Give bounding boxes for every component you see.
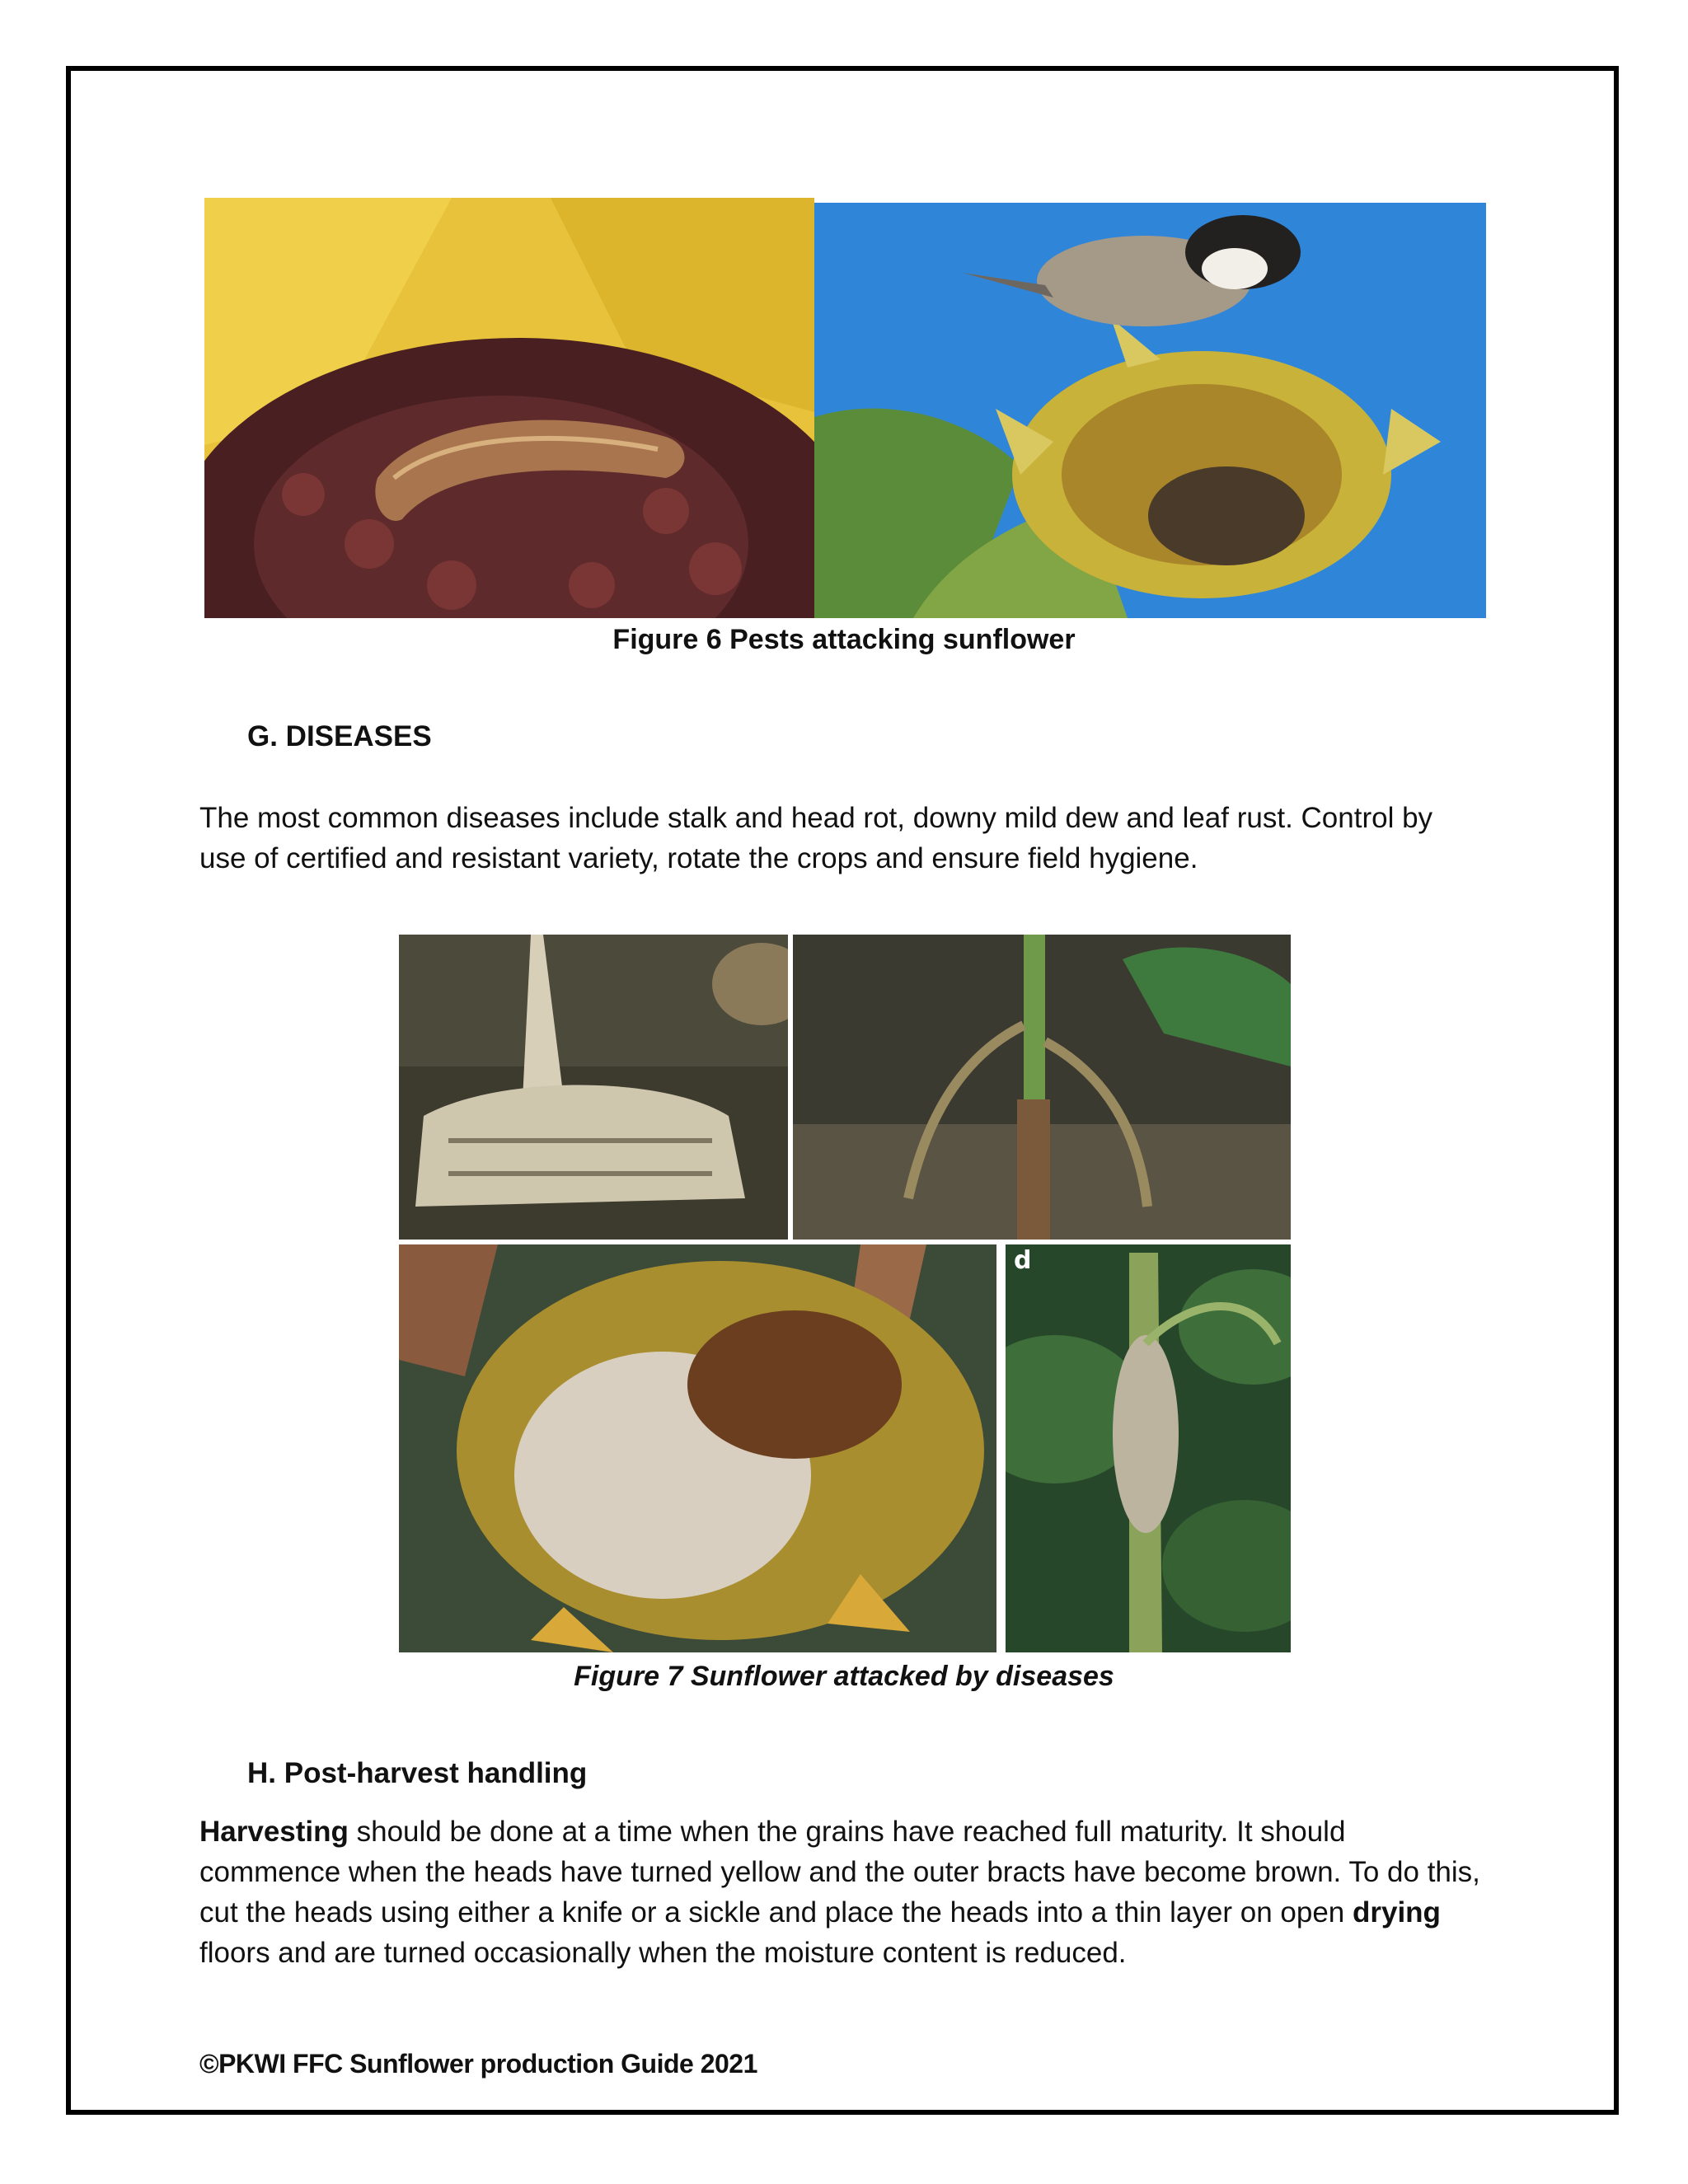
caterpillar-on-sunflower-photo xyxy=(204,198,814,618)
post-harvest-text-2: floors and are turned occasionally when the moisture content is reduced. xyxy=(199,1937,1127,1969)
panel-d-label: d xyxy=(1014,1246,1032,1275)
footer-copyright: ©PKWI FFC Sunflower production Guide 2021 xyxy=(199,2049,757,2079)
diseases-paragraph: The most common diseases include stalk and head rot, downy mild dew and leaf rust. Control by use of certified and resistant variety, rotate the crops and ensure field hygiene. xyxy=(199,802,1433,874)
diseases-heading: G. DISEASES xyxy=(247,720,432,752)
stalk-rot-photo xyxy=(793,935,1291,1240)
drying-term: drying xyxy=(1352,1896,1441,1929)
stem-lesion-photo xyxy=(1006,1244,1291,1652)
harvesting-term: Harvesting xyxy=(199,1816,349,1848)
bird-on-sunflower-photo xyxy=(814,203,1486,618)
head-rot-photo xyxy=(399,935,788,1240)
downy-mildew-head-photo xyxy=(399,1244,996,1652)
post-harvest-text-1: should be done at a time when the grains have reached full maturity. It should commence when the heads have turned yellow and the outer bracts have become brown. To do this, cut the heads using either a knife or a sickle and place the heads into a thin layer on open xyxy=(199,1816,1480,1929)
post-harvest-paragraph xyxy=(199,1811,1485,1973)
post-harvest-heading: H. Post-harvest handling xyxy=(247,1757,588,1789)
figure6-caption: Figure 6 Pests attacking sunflower xyxy=(612,624,1076,655)
figure7-caption: Figure 7 Sunflower attacked by diseases xyxy=(574,1661,1114,1692)
